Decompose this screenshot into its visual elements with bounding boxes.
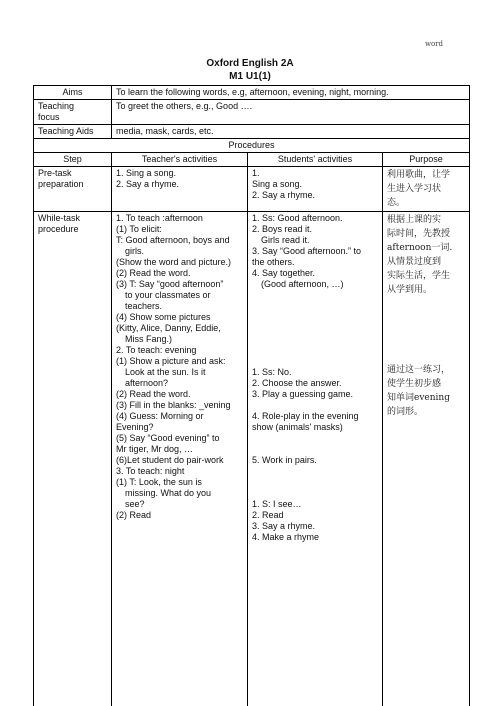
students-line: 2. Say a rhyme. [252,190,316,200]
teacher-line: (Kitty, Alice, Danny, Eddie, [116,323,221,333]
teacher-line: (2) Read [116,510,152,520]
column-header-purpose: Purpose [383,153,470,167]
teacher-line: (3) Fill in the blanks: _vening [116,400,231,410]
purpose-line: 通过这一练习， [387,365,451,375]
teacher-line: 1. Sing a song. [116,168,177,178]
purpose-line: 从情景过度到 [387,257,442,267]
purpose-line: 使学生初步感 [387,379,442,389]
teacher-line: (6)Let student do pair-work [116,455,224,465]
while-task-step [34,212,112,706]
students-line: the others. [252,257,295,267]
students-line: Sing a song. [252,179,303,189]
teacher-line: Miss Fang.) [125,334,173,344]
teacher-line: girls. [125,246,145,256]
teacher-line: afternoon? [125,378,169,388]
students-line: 4. Say together. [252,268,316,278]
column-header-step: Step [34,153,112,167]
purpose-line: 际时间，先教授 [387,229,451,239]
focus-row [34,100,470,125]
spacer [252,433,378,444]
page-header-word: word [424,40,443,48]
purpose-line: 实际生活，学生 [387,271,451,281]
teacher-line: teachers. [125,301,163,311]
teacher-line: T: Good afternoon, boys and [116,235,230,245]
step-line: While-task [38,213,81,223]
pre-task-students [248,167,383,212]
teacher-line: 3. To teach: night [116,466,185,476]
column-header-row [34,153,470,167]
focus-label-line: Teaching [38,101,75,111]
spacer [252,400,378,411]
students-line: Girls read it. [261,235,310,245]
teacher-line: 2. To teach: evening [116,345,197,355]
students-line: 3. Say a rhyme. [252,521,316,531]
teacher-line: Mr tiger, Mr dog, … [116,444,194,454]
aims-row [34,86,470,100]
teacher-line: see? [125,499,145,509]
aids-row [34,125,470,139]
spacer [387,297,465,363]
step-line: Pre-task [38,168,72,178]
spacer [252,466,378,477]
teacher-line: to your classmates or [125,290,211,300]
students-line: 4. Make a rhyme [252,532,320,542]
purpose-line: afternoon一词. [387,243,453,253]
focus-label-line: focus [38,112,60,122]
purpose-line: 生进入学习状 [387,184,442,194]
document-subtitle: M1 U1(1) [229,71,271,82]
purpose-line: 的词形。 [387,407,424,417]
teacher-line: (1) Show a picture and ask: [116,356,226,366]
teacher-line: 1. To teach :afternoon [116,213,203,223]
focus-text: To greet the others, e.g., Good …. [112,100,470,125]
teacher-line: (4) Show some pictures [116,312,211,322]
teacher-line: Look at the sun. Is it [125,367,206,377]
aids-text: media, mask, cards, etc. [112,125,470,139]
pre-task-row [34,167,470,212]
while-task-teacher [112,212,248,706]
column-header-teacher: Teacher's activities [112,153,248,167]
spacer [252,444,378,455]
spacer [252,301,378,312]
teacher-line: (3) T: Say “good afternoon” [116,279,224,289]
pre-task-teacher [112,167,248,212]
teacher-line: (Show the word and picture.) [116,257,232,267]
purpose-line: 根据上课的实 [387,215,442,225]
students-line: 3. Play a guessing game. [252,389,354,399]
students-line: 2. Boys read it. [252,224,313,234]
procedures-heading: Procedures [34,139,470,153]
teacher-line: missing. What do you [125,488,212,498]
spacer [252,312,378,323]
spacer [252,345,378,356]
students-line: 2. Read [252,510,284,520]
pre-task-purpose [383,167,470,212]
teacher-line: Evening? [116,422,154,432]
students-line: 2. Choose the answer. [252,378,342,388]
purpose-line: 利用歌曲，让学 [387,170,451,180]
spacer [252,356,378,367]
students-line: 1. Ss: Good afternoon. [252,213,343,223]
teacher-line: (1) To elicit: [116,224,162,234]
students-line: 5. Work in pairs. [252,455,317,465]
spacer [252,488,378,499]
spacer [252,323,378,334]
students-line: 4. Role-play in the evening [252,411,359,421]
teacher-line: (1) T: Look, the sun is [116,477,202,487]
students-line: show (animals' masks) [252,422,343,432]
purpose-line: 态。 [387,198,406,208]
teacher-line: 2. Say a rhyme. [116,179,180,189]
while-task-row [34,212,470,706]
teacher-line: (2) Read the word. [116,389,191,399]
aids-label: Teaching Aids [34,125,112,139]
spacer [252,334,378,345]
procedures-row [34,139,470,153]
step-line: preparation [38,179,84,189]
while-task-students [248,212,383,706]
while-task-purpose [383,212,470,706]
students-line: 1. S: I see… [252,499,302,509]
pre-task-step [34,167,112,212]
students-line: 3. Say “Good afternoon.” to [252,246,362,256]
students-line: (Good afternoon, …) [261,279,344,289]
spacer [252,290,378,301]
students-line: 1. [252,168,260,178]
students-line: 1. Ss: No. [252,367,292,377]
aims-text: To learn the following words, e.g, afternoon, evening, night, morning. [112,86,470,100]
teacher-line: (5) Say “Good evening” to [116,433,220,443]
teacher-line: (2) Read the word. [116,268,191,278]
purpose-line: 知单词evening [387,393,450,403]
document-title: Oxford English 2A [206,58,294,69]
column-header-students: Students' activities [248,153,383,167]
step-line: procedure [38,224,79,234]
aims-label: Aims [34,86,112,100]
focus-label [34,100,112,125]
lesson-plan-table [33,85,470,706]
purpose-line: 从学到用。 [387,285,433,295]
spacer [252,477,378,488]
teacher-line: (4) Guess: Morning or [116,411,204,421]
